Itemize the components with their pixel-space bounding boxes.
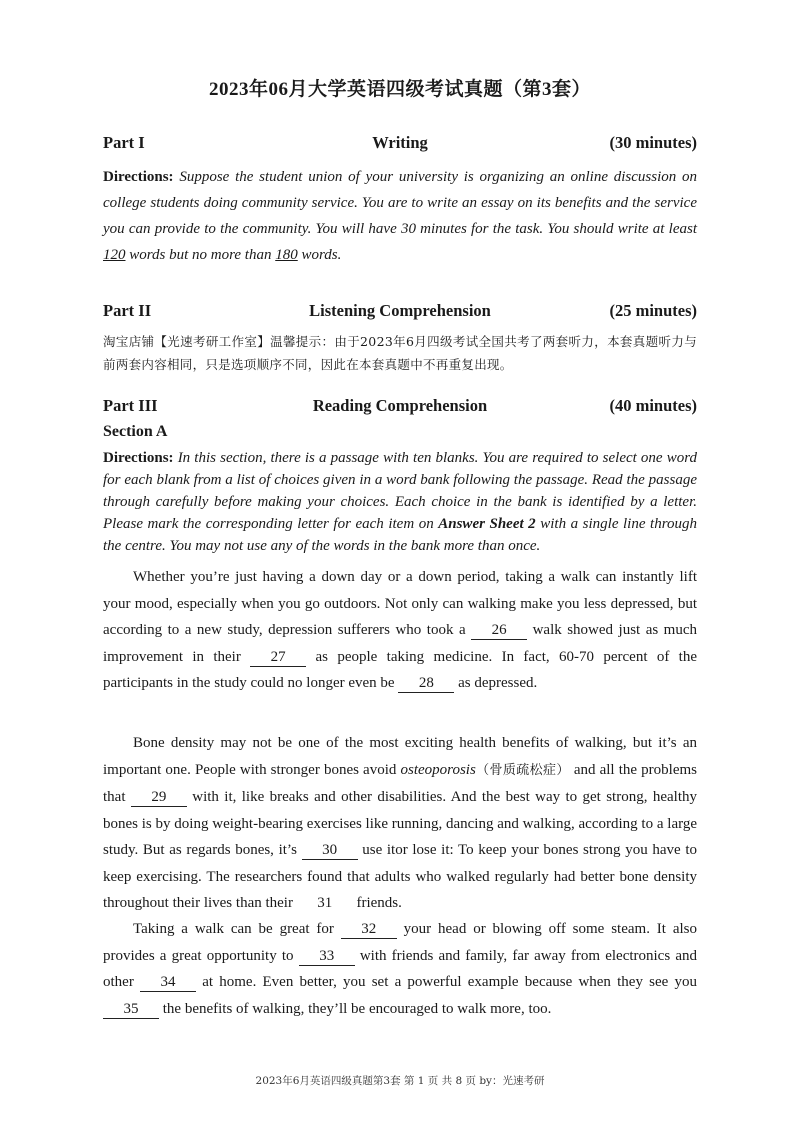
blank-33[interactable]: 33	[299, 947, 355, 966]
part1-directions	[103, 164, 697, 268]
part3-name: Reading Comprehension	[312, 396, 488, 415]
listening-notice: 淘宝店铺【光速考研工作室】温馨提示：由于2023年6月四级考试全国共考了两套听力，本套真题听力与前两套内容相同，只是选项顺序不同，因此在本套真题中不再重复出现。	[103, 334, 697, 372]
passage-text: Taking a walk can be great for	[133, 921, 341, 937]
page-title: 2023年06月大学英语四级考试真题（第3套）	[208, 79, 591, 100]
min-words: 120	[103, 247, 126, 263]
passage-text: Whether you’re just having a down day or a down period, taking a walk can instantly lift your mood, especially when you go outdoors. Not only can walking make you less depressed, but according to a new study, depression sufferers who took a	[103, 569, 697, 638]
passage-paragraph-2	[103, 730, 697, 917]
passage-text: use itor lose it: To keep your bones strong you have to keep exercising. The researchers found that adults who walked regularly had better bone density throughout their lives than their	[103, 842, 697, 911]
blank-27[interactable]: 27	[250, 648, 306, 667]
max-words: 180	[275, 247, 298, 263]
part1-time: (30 minutes)	[609, 133, 697, 152]
passage-text: as depressed.	[454, 675, 538, 691]
part3-header	[103, 396, 697, 420]
term-chinese-gloss: （骨质疏松症）	[475, 762, 570, 778]
passage-text: with it, like breaks and other disabilities. And the best way to get strong, healthy bones is by doing weight-bearing exercises like running, dancing and walking, according to a large study. But as regards bones, it’s	[103, 789, 697, 858]
blank-29[interactable]: 29	[131, 788, 187, 807]
part1-label: Part I	[103, 133, 145, 152]
passage-text: friends.	[352, 895, 402, 911]
directions-text: with a single line through the centre. You may not use any of the words in the bank more than once.	[103, 516, 697, 554]
part2-header	[103, 301, 697, 325]
passage-text: Bone density may not be one of the most exciting health benefits of walking, but it’s an important one. People with stronger bones avoid	[103, 735, 697, 778]
blank-32[interactable]: 32	[341, 920, 397, 939]
directions-text: words but no more than	[125, 247, 276, 263]
directions-label: Directions:	[103, 169, 174, 185]
directions-label: Directions:	[103, 450, 174, 466]
passage-text: at home. Even better, you set a powerful example because when they see you	[196, 974, 698, 990]
passage-text: with friends and family, far away from electronics and other	[103, 947, 697, 990]
part1-header	[103, 133, 697, 157]
directions-text: In this section, there is a passage with ten blanks. You are required to select one word for each blank from a list of choices given in a word bank following the passage. Read the passage through carefully before making your choices. Each choice in the bank is identified by a letter. Please mark the corresponding letter for each item on	[103, 450, 698, 532]
passage-paragraph-1	[103, 564, 697, 697]
part2-label: Part II	[103, 301, 152, 320]
answer-sheet-ref: Answer Sheet 2	[438, 516, 536, 532]
part3-directions	[103, 447, 697, 557]
part2-time: (25 minutes)	[609, 301, 697, 320]
blank-26[interactable]: 26	[471, 621, 527, 640]
blank-30[interactable]: 30	[302, 841, 358, 860]
part2-name: Listening Comprehension	[309, 301, 491, 320]
blank-28[interactable]: 28	[398, 674, 454, 693]
section-a-heading: Section A	[103, 423, 168, 440]
blank-31[interactable]: 31	[317, 895, 333, 911]
passage-text: your head or blowing off some steam. It also provides a great opportunity to	[103, 921, 698, 964]
directions-text: Suppose the student union of your university is organizing an online discussion on college students doing community service. You are to write an essay on its benefits and the service you can provide to the community. You will have 30 minutes for the task. You should write at least	[103, 169, 697, 237]
blank-35[interactable]: 35	[103, 1000, 159, 1019]
term-osteoporosis: osteoporosis	[400, 761, 476, 778]
blank-34[interactable]: 34	[140, 973, 196, 992]
page-footer: 2023年6月英语四级真题第3套 第 1 页 共 8 页 by：光速考研	[255, 1075, 545, 1087]
passage-paragraph-3	[103, 916, 697, 1022]
part3-time: (40 minutes)	[609, 396, 697, 415]
passage-text: as people taking medicine. In fact, 60-70 percent of the participants in the study could no longer even be	[103, 648, 697, 691]
passage-text: walk showed just as much improvement in their	[103, 622, 697, 665]
passage-text: and all the problems that	[103, 761, 697, 805]
part1-name: Writing	[372, 133, 428, 152]
part3-label: Part III	[103, 396, 158, 415]
directions-text: words.	[297, 247, 342, 263]
passage-text: the benefits of walking, they’ll be encouraged to walk more, too.	[159, 1000, 552, 1017]
